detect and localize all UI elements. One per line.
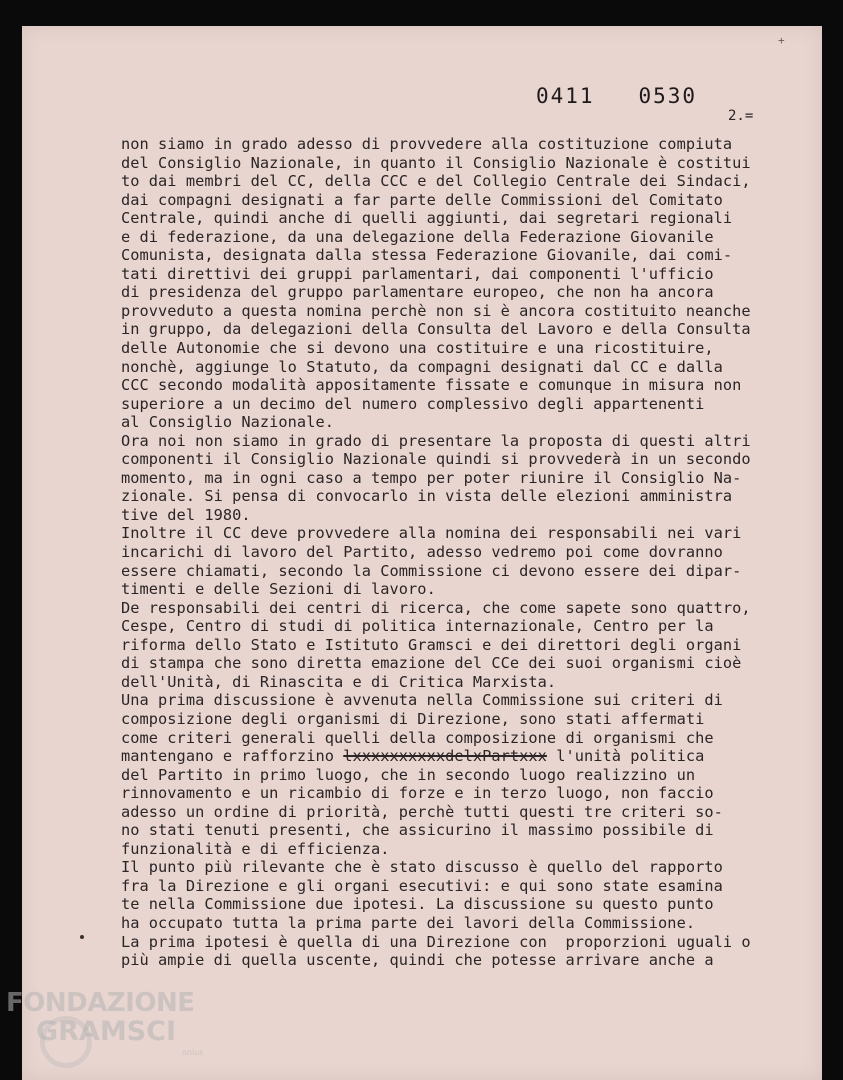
text-line: te nella Commissione due ipotesi. La discussione su questo punto	[121, 895, 714, 914]
text-segment: l'unità politica	[556, 747, 705, 766]
text-line: CCC secondo modalità appositamente fissate e comunque in misura non	[121, 376, 742, 395]
text-line: to dai membri del CC, della CCC e del Collegio Centrale dei Sindaci,	[121, 172, 751, 191]
text-line: in gruppo, da delegazioni della Consulta del Lavoro e della Consulta	[121, 320, 751, 339]
text-line: di stampa che sono diretta emazione del CCe dei suoi organismi cioè	[121, 654, 742, 673]
text-line: dell'Unità, di Rinascita e di Critica Marxista.	[121, 672, 557, 691]
archive-stamp-code: 0411 0530	[536, 84, 698, 108]
corner-mark: +	[778, 34, 785, 47]
text-line: del Partito in primo luogo, che in secondo luogo realizzino un	[121, 765, 696, 784]
text-line: riforma dello Stato e Istituto Gramsci e dei direttori degli organi	[121, 635, 742, 654]
text-line: superiore a un decimo del numero complessivo degli appartenenti	[121, 394, 705, 413]
text-line: Una prima discussione è avvenuta nella Commissione sui criteri di	[121, 691, 723, 710]
text-line: ha occupato tutta la prima parte dei lavori della Commissione.	[121, 913, 696, 932]
text-line: e di federazione, da una delegazione della Federazione Giovanile	[121, 227, 714, 246]
watermark-tag: onlus	[182, 1048, 204, 1057]
text-line: no stati tenuti presenti, che assicurino il massimo possibile di	[121, 821, 714, 840]
text-line: Inoltre il CC deve provvedere alla nomina dei responsabili nei vari	[121, 524, 742, 543]
text-line: timenti e delle Sezioni di lavoro.	[121, 580, 436, 599]
text-line: De responsabili dei centri di ricerca, che come sapete sono quattro,	[121, 598, 751, 617]
text-line: Il punto più rilevante che è stato discusso è quello del rapporto	[121, 858, 723, 877]
text-segment: mantengano e rafforzino	[121, 747, 334, 766]
text-line: dai compagni designati a far parte delle Commissioni del Comitato	[121, 190, 723, 209]
text-line: tati direttivi dei gruppi parlamentari, dai componenti l'ufficio	[121, 264, 714, 283]
watermark-line2: GRAMSCI	[36, 1016, 177, 1047]
text-line: come criteri generali quelli della composizione di organismi che	[121, 728, 714, 747]
text-line: composizione degli organismi di Direzione, sono stati affermati	[121, 709, 705, 728]
text-line: del Consiglio Nazionale, in quanto il Consiglio Nazionale è costitui	[121, 153, 751, 172]
text-line: Ora noi non siamo in grado di presentare la proposta di questi altri	[121, 431, 751, 450]
text-line: Centrale, quindi anche di quelli aggiunti, dai segretari regionali	[121, 209, 733, 228]
text-line: più ampie di quella uscente, quindi che potesse arrivare anche a	[121, 951, 714, 970]
text-line: adesso un ordine di priorità, perchè tutti questi tre criteri so-	[121, 802, 723, 821]
text-line: momento, ma in ogni caso a tempo per poter riunire il Consiglio Na-	[121, 468, 742, 487]
page-number: 2.=	[728, 108, 754, 124]
text-line: nonchè, aggiunge lo Statuto, da compagni designati dal CC e dalla	[121, 357, 723, 376]
watermark-logo	[6, 988, 216, 1078]
text-line: essere chiamati, secondo la Commissione ci devono essere dei dipar-	[121, 561, 742, 580]
text-line: funzionalità e di efficienza.	[121, 839, 390, 858]
text-line: delle Autonomie che si devono una costituire e una ricostituire,	[121, 339, 714, 358]
text-line-with-strikethrough	[121, 747, 793, 766]
text-line: fra la Direzione e gli organi esecutivi: e qui sono state esamina	[121, 876, 723, 895]
text-line: di presidenza del gruppo parlamentare europeo, che non ha ancora	[121, 283, 714, 302]
typewritten-body	[121, 135, 793, 970]
text-line: tive del 1980.	[121, 505, 251, 524]
struck-out-text: lxxxxxxxxxxdelxPartxxx	[343, 747, 547, 766]
text-line: Comunista, designata dalla stessa Federazione Giovanile, dai comi-	[121, 246, 733, 265]
text-line: zionale. Si pensa di convocarlo in vista delle elezioni amministra	[121, 487, 733, 506]
text-line: al Consiglio Nazionale.	[121, 413, 334, 432]
text-line: rinnovamento e un ricambio di forze e in terzo luogo, non faccio	[121, 784, 714, 803]
text-line: provveduto a questa nomina perchè non si è ancora costituito neanche	[121, 301, 751, 320]
text-line: Cespe, Centro di studi di politica internazionale, Centro per la	[121, 617, 714, 636]
margin-ink-dot	[80, 935, 84, 939]
text-line: non siamo in grado adesso di provvedere alla costituzione compiuta	[121, 135, 733, 153]
text-line: incarichi di lavoro del Partito, adesso vedremo poi come dovranno	[121, 543, 723, 562]
text-line: La prima ipotesi è quella di una Direzione con proporzioni uguali o	[121, 932, 751, 951]
text-line: componenti il Consiglio Nazionale quindi si provvederà in un secondo	[121, 450, 751, 469]
watermark-line1: FONDAZIONE	[6, 988, 195, 1018]
